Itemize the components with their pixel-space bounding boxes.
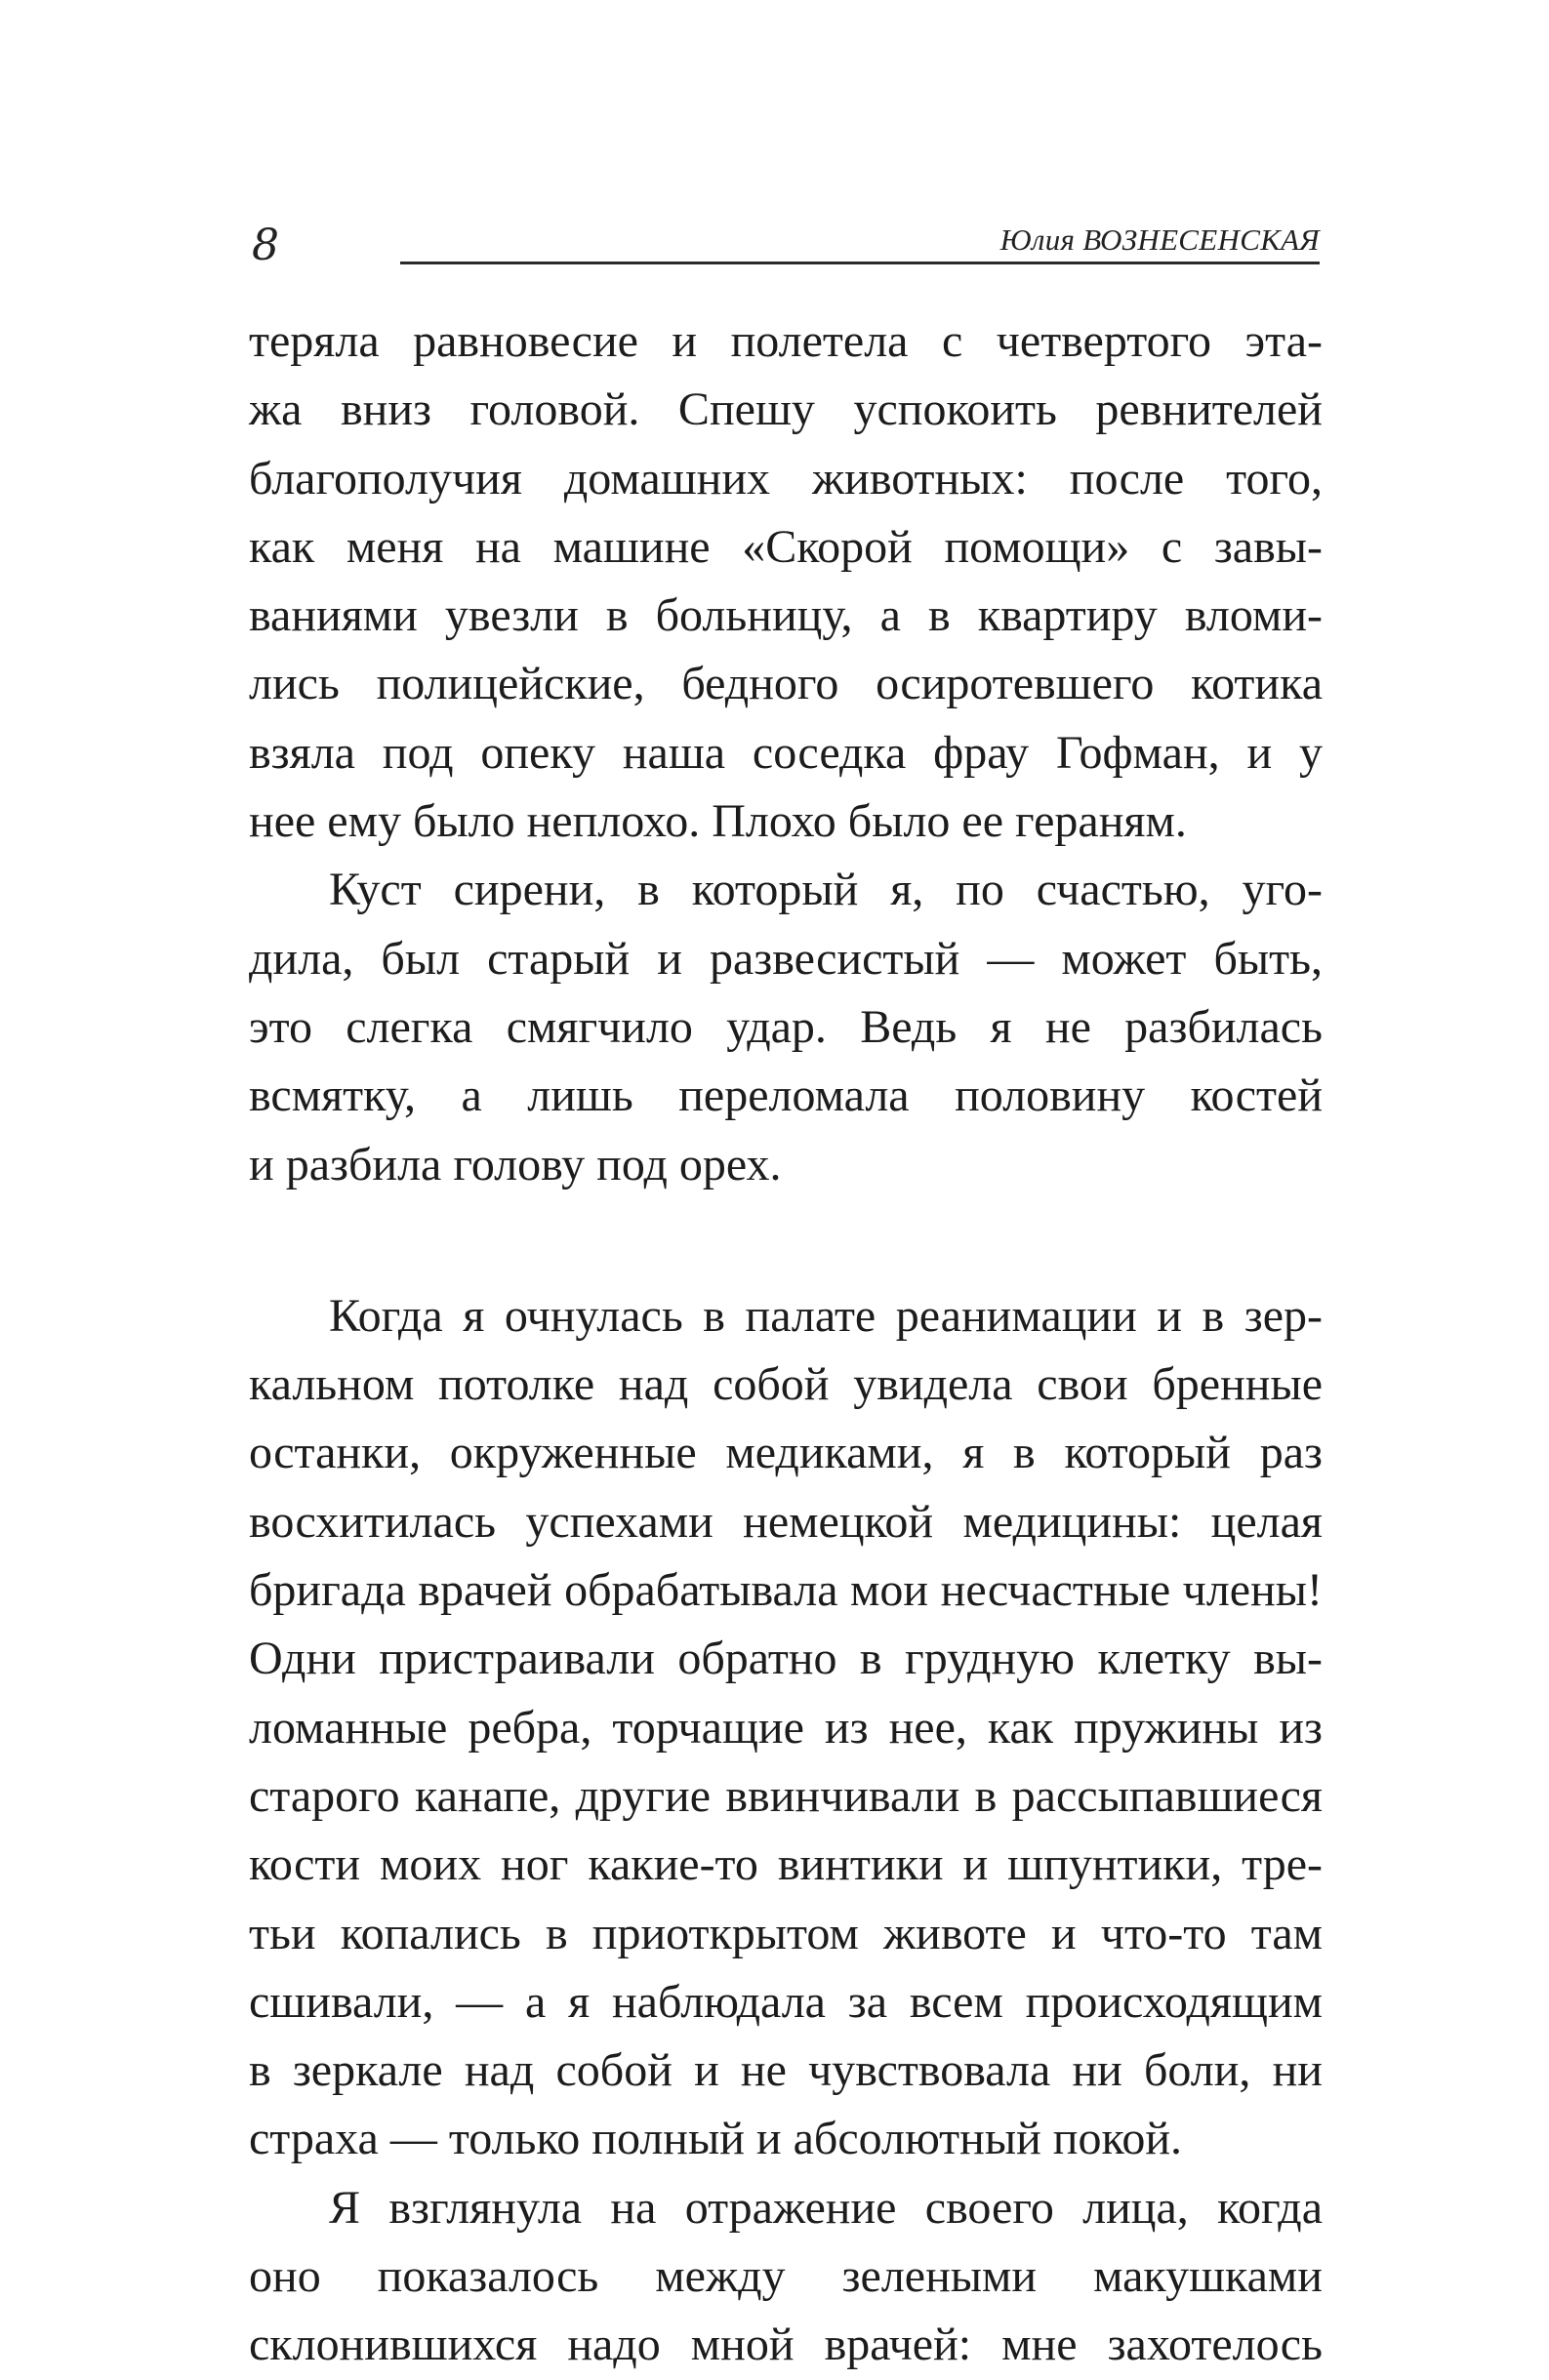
text-line: Одни пристраивали обратно в грудную клетку вы-: [249, 1633, 1323, 1685]
text-line: всмятку, а лишь переломала половину костей: [249, 1069, 1323, 1122]
text-line: тьи копались в приоткрытом животе и что-то там: [249, 1907, 1323, 1959]
text-line: Когда я очнулась в палате реанимации и в зер-: [329, 1289, 1323, 1342]
text-line: склонившихся надо мной врачей: мне захотелось: [249, 2319, 1323, 2371]
section-break: [249, 1199, 1323, 1282]
text-line: теряла равновесие и полетела с четвертого эта-: [249, 315, 1323, 367]
text-line: ваниями увезли в больницу, а в квартиру вломи-: [249, 589, 1323, 642]
text-line: лись полицейские, бедного осиротевшего котика: [249, 658, 1323, 710]
paragraph: [249, 2174, 1323, 2380]
text-line: нее ему было неплохо. Плохо было ее гераням.: [249, 795, 1187, 848]
text-line: старого канапе, другие ввинчивали в рассыпавшиеся: [249, 1769, 1323, 1822]
text-line: страха — только полный и абсолютный покой.: [249, 2113, 1183, 2165]
text-line: в зеркале над собой и не чувствовала ни боли, ни: [249, 2044, 1323, 2097]
text-line: ломанные ребра, торчащие из нее, как пружины из: [249, 1701, 1323, 1754]
text-line: бригада врачей обрабатывала мои несчастные члены!: [249, 1564, 1323, 1617]
paragraph: [249, 1282, 1323, 2174]
text-line: Я взглянула на отражение своего лица, когда: [329, 2181, 1323, 2234]
text-line: кости моих ног какие-то винтики и шпунтики, тре-: [249, 1838, 1323, 1891]
running-head: Юлия ВОЗНЕСЕНСКАЯ: [999, 222, 1320, 257]
text-line: взяла под опеку наша соседка фрау Гофман, и у: [249, 726, 1323, 779]
page-number: 8: [252, 221, 279, 270]
header-rule: [400, 262, 1320, 264]
text-line: останки, окруженные медиками, я в который раз: [249, 1427, 1323, 1479]
text-line: сшивали, — а я наблюдала за всем происходящим: [249, 1975, 1323, 2028]
text-line: восхитилась успехами немецкой медицины: целая: [249, 1495, 1323, 1548]
paragraph: [249, 856, 1323, 1198]
text-line: кальном потолке над собой увидела свои бренные: [249, 1358, 1323, 1411]
text-line: как меня на машине «Скорой помощи» с завы-: [249, 520, 1323, 573]
text-line: оно показалось между зелеными макушками: [249, 2250, 1323, 2303]
body-text: [249, 307, 1323, 2380]
page-header: [252, 217, 1320, 275]
text-line: дила, был старый и развесистый — может быть,: [249, 932, 1323, 985]
text-line: и разбила голову под орех.: [249, 1138, 782, 1190]
text-line: жа вниз головой. Спешу успокоить ревнителей: [249, 383, 1323, 436]
text-line: это слегка смягчило удар. Ведь я не разбилась: [249, 1000, 1323, 1053]
paragraph: [249, 307, 1323, 856]
text-line: благополучия домашних животных: после того,: [249, 452, 1323, 504]
text-line: Куст сирени, в который я, по счастью, уго-: [329, 864, 1323, 916]
